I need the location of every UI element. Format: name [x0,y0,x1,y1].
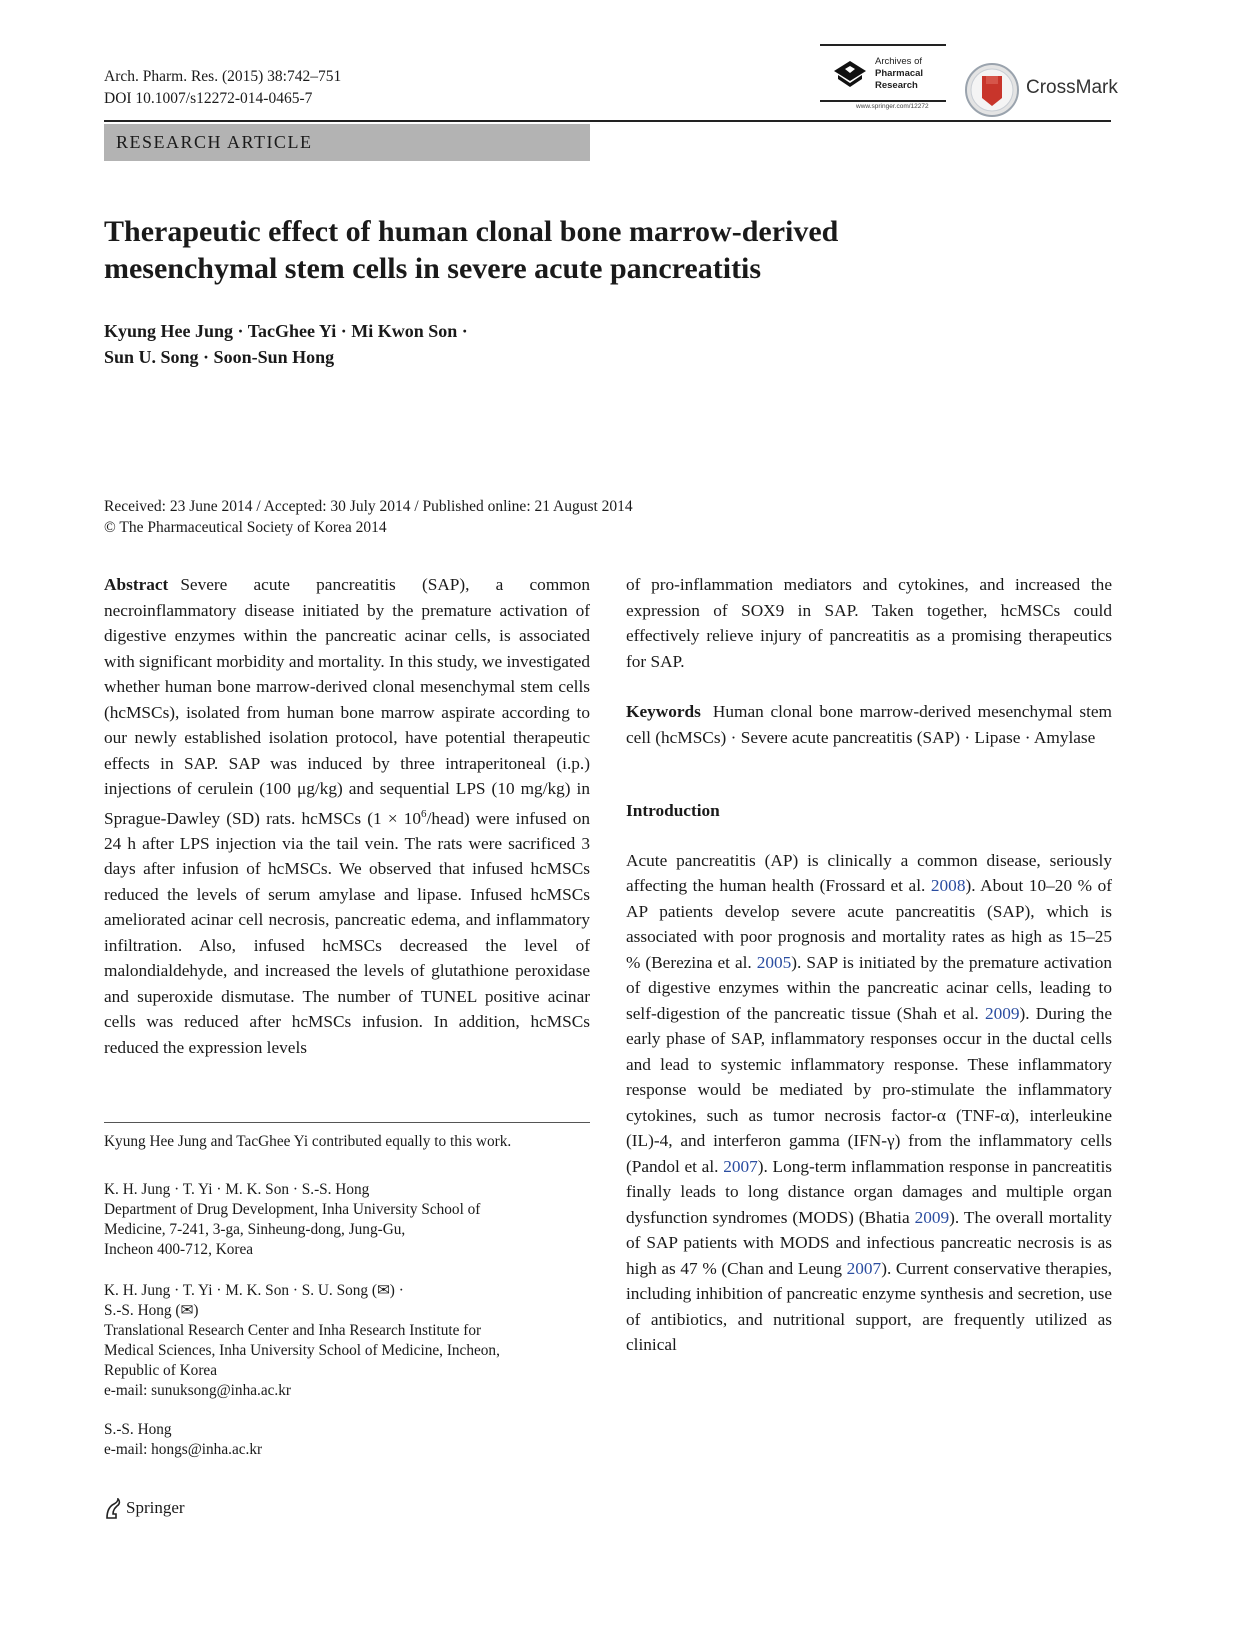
crossmark-label: CrossMark [1026,77,1118,98]
logo-top-rule [820,44,946,46]
abstract-part-1: Severe acute pancreatitis (SAP), a common necroinflammatory disease initiated by the premature activation of digestive enzymes within the pancreatic acinar cells, is associated with significant morbidity and mortality. In this study, we investigated whether human bone marrow-derived clonal mesenchymal stem cells (hcMSCs), isolated from human bone marrow aspirate according to our newly established isolation protocol, have potential therapeutic effects in SAP. SAP was induced by three intraperitoneal (i.p.) injections of cerulein (100 μg/kg) and sequential LPS (10 mg/kg) in Sprague-Dawley (SD) rats. hcMSCs (1 × 10 [104,575,590,828]
contribution-note: Kyung Hee Jung and TacGhee Yi contributed equally to this work. [104,1133,512,1150]
journal-name-line2: Pharmacal [875,68,924,79]
intro-text-5: ). Long-term inflammation response in pancreatitis finally leads to long distance organ damages and multiple organ dysfunction syndromes (MODS) (Bhatia [626,1156,1112,1227]
abstract-continued: of pro-inflammation mediators and cytokines, and increased the expression of SOX9 in SAP. Taken together, hcMSCs could effectively relieve injury of pancreatitis as a promising therapeutics for SAP. [626,575,1112,671]
affiliation-2-names-a: K. H. Jung · T. Yi · M. K. Son · S. U. Song ( [104,1282,377,1299]
crossmark-icon [964,62,1020,118]
title-line-1: Therapeutic effect of human clonal bone marrow-derived [104,215,839,248]
journal-name-line3: Research [875,80,918,91]
springer-horse-icon [104,1498,122,1520]
journal-citation [104,66,341,110]
title-line-2: mesenchymal stem cells in severe acute pancreatitis [104,252,762,285]
crossmark-badge[interactable] [964,62,1118,118]
affiliation-2-names-d: ) [193,1302,199,1319]
envelope-icon[interactable]: ✉ [376,1282,390,1299]
springer-footer[interactable] [104,1498,185,1520]
reference-link[interactable]: 2008 [930,876,966,895]
hong-name: S.-S. Hong [104,1421,172,1438]
publisher-name: Springer [126,1498,185,1517]
article-type-banner: RESEARCH ARTICLE [104,124,590,161]
logo-bottom-rule [820,100,946,102]
citation-volume: Arch. Pharm. Res. (2015) 38:742–751 [104,68,342,85]
corresponding-email-song[interactable]: e-mail: sunuksong@inha.ac.kr [104,1382,291,1399]
journal-name [875,56,923,92]
authors-line-1: Kyung Hee Jung · TacGhee Yi · Mi Kwon Son · [104,321,468,341]
abstract-exponent: 6 [421,807,427,820]
intro-text-4: ). During the early phase of SAP, inflammatory responses occur in the ductal cells and lead to systemic inflammatory response. These inflammatory response would be mediated by pro-stimulate the inflammatory cytokines, such as tumor necrosis factor-α (TNF-α), interleukine (IL)-4, and interferon gamma (IFN-γ) from the inflammatory cells (Pandol et al. [626,1003,1112,1176]
affiliation-2-line-1: Translational Research Center and Inha Research Institute for [104,1322,482,1339]
reference-link[interactable]: 2007 [723,1156,758,1176]
keywords [626,699,1112,750]
corresponding-author-hong [104,1420,590,1460]
copyright-line: © The Pharmaceutical Society of Korea 2014 [104,519,387,536]
dates-line: Received: 23 June 2014 / Accepted: 30 July 2014 / Published online: 21 August 2014 [104,498,633,515]
affiliation-2-line-3: Republic of Korea [104,1362,217,1379]
abstract-part-2: /head) were infused on 24 h after LPS injection via the tail vein. The rats were sacrificed 3 days after infusion of hcMSCs. We observed that infused hcMSCs reduced the levels of serum amylase and lipase. Infused hcMSCs ameliorated acinar cell necrosis, pancreatic edema, and inflammatory infiltration. Also, infused hcMSCs decreased the level of malondialdehyde, and increased the levels of glutathione peroxidase and superoxide dismutase. The number of TUNEL positive acinar cells was reduced after hcMSCs infusion. In addition, hcMSCs reduced the expression levels [104,808,590,1057]
introduction-text [626,848,1112,1358]
affiliation-2 [104,1281,590,1401]
journal-url[interactable]: www.springer.com/12272 [856,103,929,110]
footnote-rule [104,1122,590,1123]
affiliation-1-line-3: Incheon 400-712, Korea [104,1241,254,1258]
reference-link[interactable]: 2009 [914,1207,950,1227]
introduction-heading: Introduction [626,801,720,820]
abstract-section [104,572,590,1060]
journal-logo[interactable] [820,44,946,112]
author-list [104,318,468,370]
corresponding-email-hong[interactable]: e-mail: hongs@inha.ac.kr [104,1441,263,1458]
affiliation-2-line-2: Medical Sciences, Inha University School of Medicine, Incheon, [104,1342,500,1359]
journal-name-line1: Archives of [875,56,922,67]
reference-link[interactable]: 2005 [756,952,792,972]
affiliation-2-names [104,1281,590,1301]
citation-doi[interactable]: DOI 10.1007/s12272-014-0465-7 [104,90,313,107]
abstract-text [104,572,590,1060]
affiliation-1 [104,1180,590,1260]
publication-dates [104,496,633,538]
keywords-label: Keywords [626,702,701,721]
journal-emblem-icon [832,59,868,89]
header-rule [104,120,1111,122]
paper-title [104,213,1004,287]
affiliation-1-line-1: Department of Drug Development, Inha University School of [104,1201,481,1218]
keywords-text: Human clonal bone marrow-derived mesenchymal stem cell (hcMSCs) · Severe acute pancreatitis (SAP) · Lipase · Amylase [626,702,1112,747]
intro-text-2: ). About 10–20 % of AP patients develop severe acute pancreatitis (SAP), which is associated with poor prognosis and mortality rates as high as 15–25 % (Berezina et al. [626,876,1112,972]
intro-text-7: ). Current conservative therapies, including inhibition of pancreatic enzyme synthesis and secretion, use of antibiotics, and nutritional support, are frequently utilized as clinical [626,1258,1112,1354]
affiliation-2-names-2 [104,1301,590,1321]
right-column [626,572,1112,1358]
intro-text-6: ). The overall mortality of SAP patients with MODS and infectious pancreatic necrosis is as high as 47 % (Chan and Leung [626,1207,1112,1278]
reference-link[interactable]: 2009 [984,1003,1020,1023]
intro-text-3: ). SAP is initiated by the premature activation of digestive enzymes within the pancreatic acinar cells, leading to self-digestion of the pancreatic tissue (Shah et al. [626,952,1112,1023]
affiliation-2-names-b: ) · [389,1282,404,1299]
affiliation-1-line-2: Medicine, 7-241, 3-ga, Sinheung-dong, Jung-Gu, [104,1221,406,1238]
reference-link[interactable]: 2007 [846,1258,882,1278]
affiliation-1-names: K. H. Jung · T. Yi · M. K. Son · S.-S. Hong [104,1181,370,1198]
envelope-icon[interactable]: ✉ [180,1302,194,1319]
affiliation-2-names-c: S.-S. Hong ( [104,1302,181,1319]
abstract-label: Abstract [104,575,169,594]
authors-line-2: Sun U. Song · Soon-Sun Hong [104,347,335,367]
intro-text-1: Acute pancreatitis (AP) is clinically a common disease, seriously affecting the human health (Frossard et al. [626,850,1112,895]
